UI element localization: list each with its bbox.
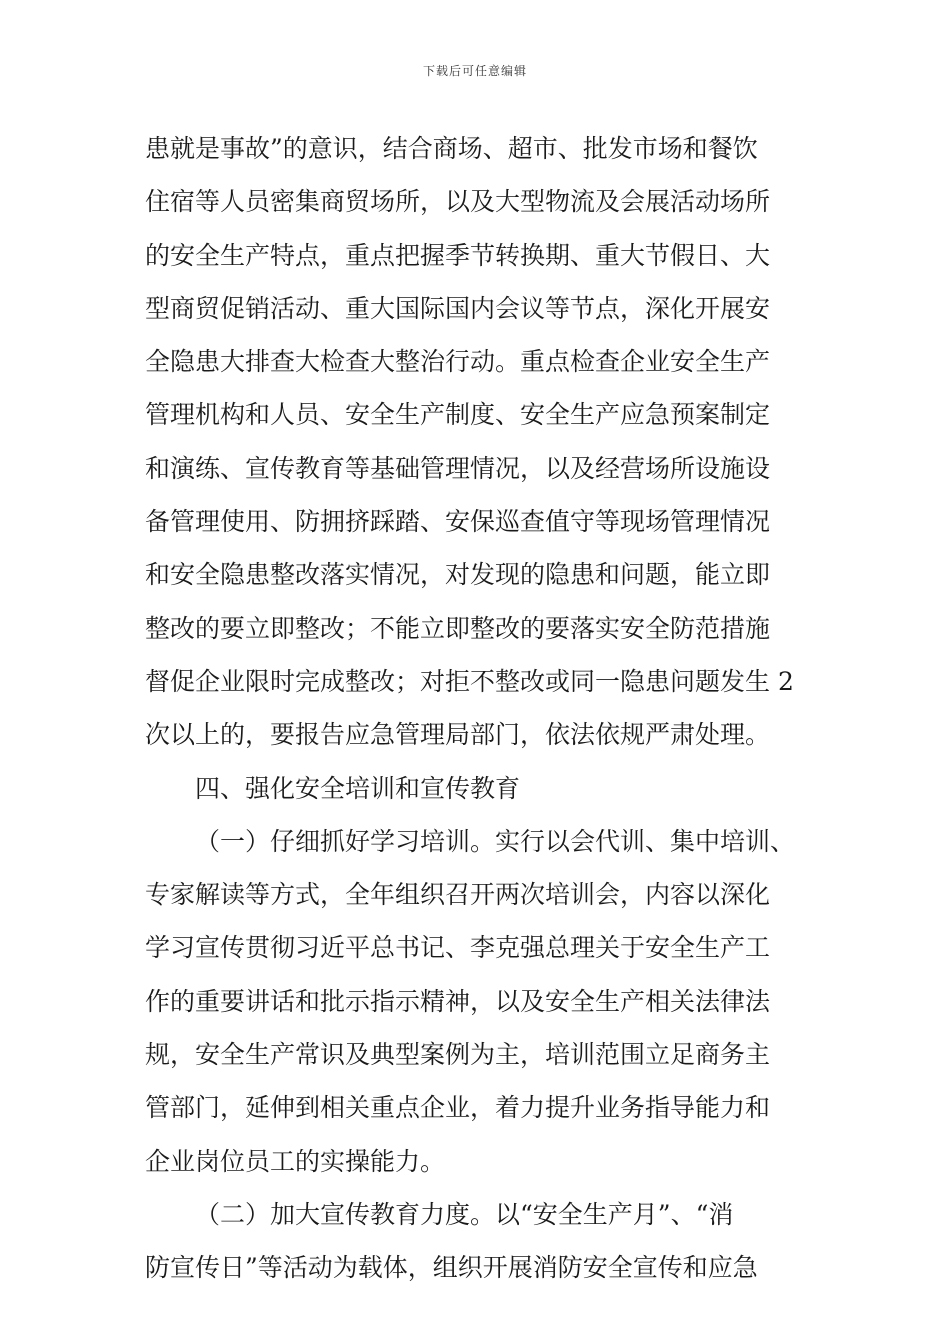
text-line: 专家解读等方式，全年组织召开两次培训会，内容以深化: [145, 880, 771, 910]
text-line: 规，安全生产常识及典型案例为主，培训范围立足商务主: [145, 1040, 771, 1070]
text-line: 和演练、宣传教育等基础管理情况，以及经营场所设施设: [145, 453, 771, 483]
text-line: 患就是事故”的意识，结合商场、超市、批发市场和餐饮: [145, 134, 758, 163]
section-heading: 四、强化安全培训和宣传教育: [195, 773, 521, 803]
text-line: 管部门，延伸到相关重点企业，着力提升业务指导能力和: [145, 1093, 771, 1123]
text-line: 督促企业限时完成整改；对拒不整改或同一隐患问题发生 2: [145, 666, 794, 696]
text-line: 学习宣传贯彻习近平总书记、李克强总理关于安全生产工: [145, 933, 771, 963]
subsection-first-line: （二）加大宣传教育力度。以“安全生产月”、“消: [195, 1199, 734, 1229]
text-line: 全隐患大排查大检查大整治行动。重点检查企业安全生产: [145, 347, 771, 377]
text-line: 备管理使用、防拥挤踩踏、安保巡查值守等现场管理情况: [145, 507, 771, 537]
text-line: 的安全生产特点，重点把握季节转换期、重大节假日、大: [145, 240, 771, 270]
text-line: 企业岗位员工的实操能力。: [145, 1146, 446, 1176]
text-line: 整改的要立即整改；不能立即整改的要落实安全防范措施: [145, 613, 771, 643]
text-line: 型商贸促销活动、重大国际国内会议等节点，深化开展安: [145, 293, 771, 323]
subsection-first-line: （一）仔细抓好学习培训。实行以会代训、集中培训、: [195, 826, 796, 856]
text-line: 管理机构和人员、安全生产制度、安全生产应急预案制定: [145, 400, 771, 430]
document-body: [145, 122, 810, 1295]
text-line: 和安全隐患整改落实情况，对发现的隐患和问题，能立即: [145, 560, 771, 590]
text-line: 作的重要讲话和批示指示精神，以及安全生产相关法律法: [145, 986, 771, 1016]
text-line: 防宣传日”等活动为载体，组织开展消防安全宣传和应急: [145, 1253, 758, 1283]
page-header-note: 下载后可任意编辑: [422, 64, 527, 78]
text-line: 次以上的，要报告应急管理局部门，依法依规严肃处理。: [145, 720, 771, 750]
text-line: 住宿等人员密集商贸场所，以及大型物流及会展活动场所: [145, 187, 771, 217]
